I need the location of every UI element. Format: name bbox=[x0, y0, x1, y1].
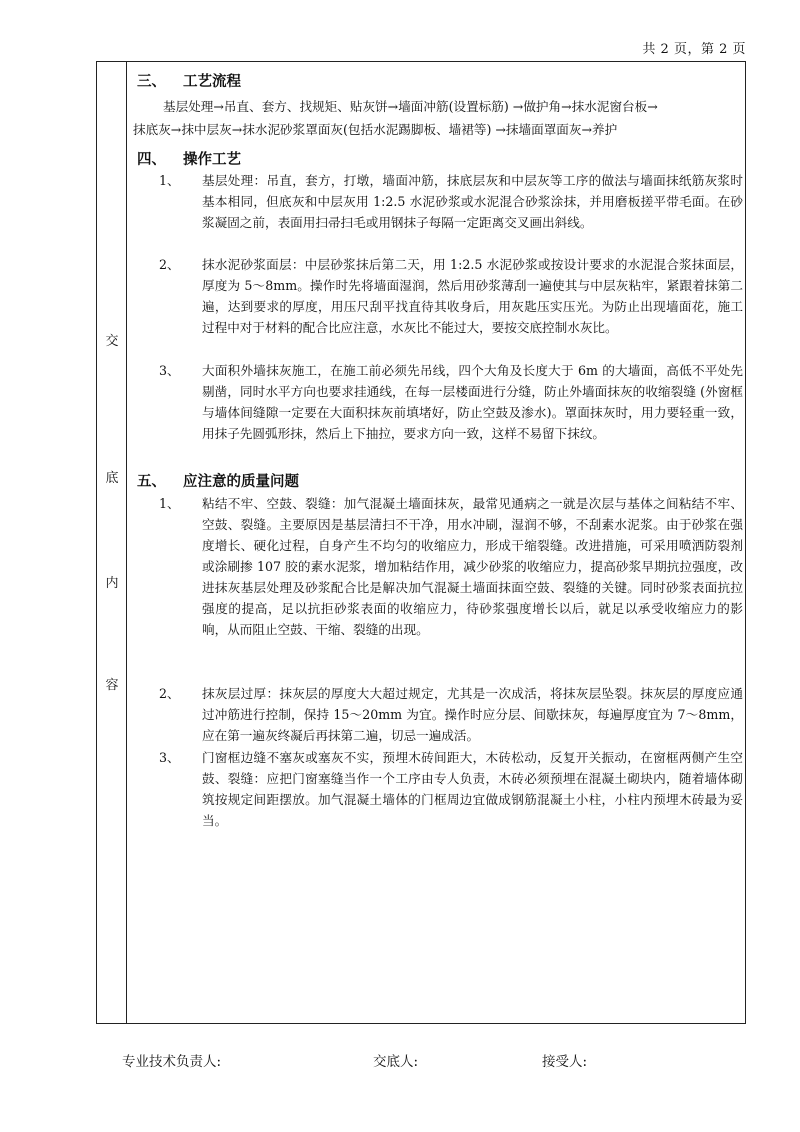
section-number: 三、 bbox=[137, 74, 166, 90]
item-text: 抹灰层过厚：抹灰层的厚度大大超过规定，尤其是一次成活，将抹灰层坠裂。抹灰层的厚度应通过冲筋进行控制，保持 15～20mm 为宜。操作时应分层、间歇抹灰，每遍厚度宜为 7～8mm，应在第一遍灰终凝后再抹第二遍，切忌一遍成活。 bbox=[202, 686, 743, 743]
item-index: 3、 bbox=[159, 750, 180, 765]
section-title-4 bbox=[137, 148, 241, 169]
process-flow-line-1: 基层处理→吊直、套方、找规矩、贴灰饼→墙面冲筋(设置标筋) →做护角→抹水泥窗台板→ bbox=[163, 99, 658, 114]
section-title-5 bbox=[137, 470, 299, 491]
page-number: 共 2 页，第 2 页 bbox=[642, 42, 746, 57]
section-title-3 bbox=[137, 70, 241, 91]
process-flow-line-2: 抹底灰→抹中层灰→抹水泥砂浆罩面灰(包括水泥踢脚板、墙裙等) →抹墙面罩面灰→养护 bbox=[133, 122, 618, 137]
section-number: 五、 bbox=[137, 474, 166, 490]
tech-lead-label: 专业技术负责人: bbox=[122, 1054, 222, 1070]
item-text: 粘结不牢、空鼓、裂缝：加气混凝土墙面抹灰，最常见通病之一就是次层与基体之间粘结不牢、空鼓、裂缝。主要原因是基层清扫不干净，用水冲刷，湿润不够，不刮素水泥浆。由于砂浆在强度增长、硬化过程，自身产生不均匀的收缩应力，形成干缩裂缝。改进措施，可采用喷洒防裂剂或涂刷掺 107 胶的素水泥浆，增加粘结作用，减少砂浆的收缩应力，提高砂浆早期抗拉强度，改进抹灰基层处理及砂浆配合比是解决加气混凝土墙面抹面空鼓、裂缝的关键。同时砂浆表面抗拉强度的提高，足以抗拒砂浆表面的收缩应力，待砂浆强度增长以后，就足以承受收缩应力的影响，从而阻止空鼓、干缩、裂缝的出现。 bbox=[202, 496, 743, 637]
side-label-char: 内 bbox=[105, 576, 119, 591]
item-index: 3、 bbox=[159, 363, 180, 378]
item-index: 2、 bbox=[159, 686, 180, 701]
item-index: 2、 bbox=[159, 257, 180, 272]
item-index: 1、 bbox=[159, 173, 180, 188]
item-index: 1、 bbox=[159, 496, 180, 511]
section-heading: 应注意的质量问题 bbox=[183, 474, 299, 490]
side-label-char: 底 bbox=[105, 471, 119, 486]
item-text: 大面积外墙抹灰施工，在施工前必须先吊线，四个大角及长度大于 6m 的大墙面，高低不平处先剔凿，同时水平方向也要求挂通线，在每一层楼面进行分缝，防止外墙面抹灰的收缩裂缝 (外窗框与墙体间缝隙一定要在大面积抹灰前填堵好，防止空鼓及渗水)。罩面抹灰时，用力要轻重一致，用抹子先圆弧形抹，然后上下抽拉，要求方向一致，这样不易留下抹纹。 bbox=[202, 363, 743, 441]
item-text: 基层处理：吊直，套方，打墩，墙面冲筋，抹底层灰和中层灰等工序的做法与墙面抹纸筋灰浆时基本相同，但底灰和中层灰用 1:2.5 水泥砂浆或水泥混合砂浆涂抹，并用磨板搓平带毛面。在砂浆凝固之前，表面用扫帚扫毛或用钢抹子每隔一定距离交叉画出斜线。 bbox=[202, 173, 743, 230]
section-heading: 工艺流程 bbox=[183, 74, 241, 90]
item-text: 抹水泥砂浆面层：中层砂浆抹后第二天，用 1:2.5 水泥砂浆或按设计要求的水泥混合浆抹面层，厚度为 5～8mm。操作时先将墙面湿润，然后用砂浆薄刮一遍使其与中层灰粘牢，紧跟着抹第二遍，达到要求的厚度，用压尺刮平找直待其收身后，用灰匙压实压光。为防止出现墙面花，施工过程中对于材料的配合比应注意，水灰比不能过大，要按交底控制水灰比。 bbox=[202, 257, 743, 335]
item-text: 门窗框边缝不塞灰或塞灰不实，预埋木砖间距大，木砖松动，反复开关振动，在窗框两侧产生空鼓、裂缝：应把门窗塞缝当作一个工序由专人负责，木砖必须预埋在混凝土砌块内，随着墙体砌筑按规定间距摆放。加气混凝土墙体的门框周边宜做成钢筋混凝土小柱，小柱内预埋木砖最为妥当。 bbox=[202, 750, 743, 828]
receiver-label: 接受人: bbox=[542, 1054, 588, 1070]
side-label-char: 容 bbox=[105, 678, 119, 693]
disclosure-table bbox=[96, 61, 746, 1024]
disclosure-content bbox=[127, 62, 745, 1023]
side-label-column bbox=[97, 62, 127, 1023]
side-label-char: 交 bbox=[105, 334, 119, 349]
section-heading: 操作工艺 bbox=[183, 152, 241, 168]
section-number: 四、 bbox=[137, 152, 166, 168]
presenter-label: 交底人: bbox=[373, 1054, 419, 1070]
